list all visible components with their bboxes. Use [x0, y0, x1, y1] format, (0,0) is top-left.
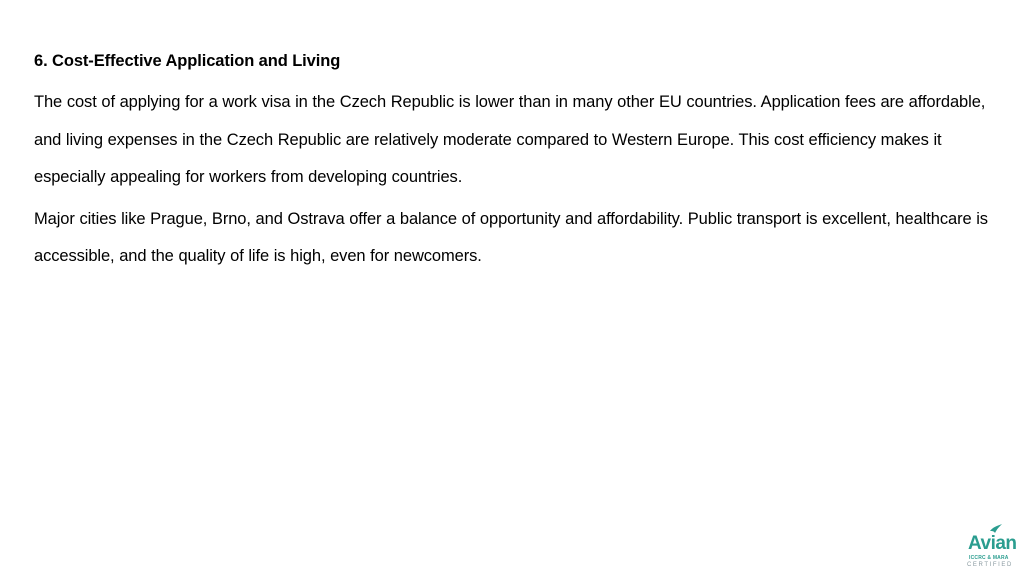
logo-certification-line1: ICCRC & MARA	[969, 555, 1009, 561]
section-heading: 6. Cost-Effective Application and Living	[34, 52, 341, 70]
paragraph-cities: Major cities like Prague, Brno, and Ostrava offer a balance of opportunity and affordability. Public transport is excellent, healthcare is accessible, and the quality of life is high, even for newcomers.	[34, 209, 988, 265]
logo-wordmark: Avian	[968, 533, 1017, 554]
avian-logo	[964, 520, 1024, 572]
slide-content	[34, 48, 1009, 280]
logo-certification-line2: CERTIFIED	[967, 562, 1013, 568]
paragraph-cost: The cost of applying for a work visa in the Czech Republic is lower than in many other EU countries. Application fees are affordable, and living expenses in the Czech Republic are relatively moderate compared to Western Europe. This cost efficiency makes it especially appealing for workers from developing countries.	[34, 93, 986, 186]
